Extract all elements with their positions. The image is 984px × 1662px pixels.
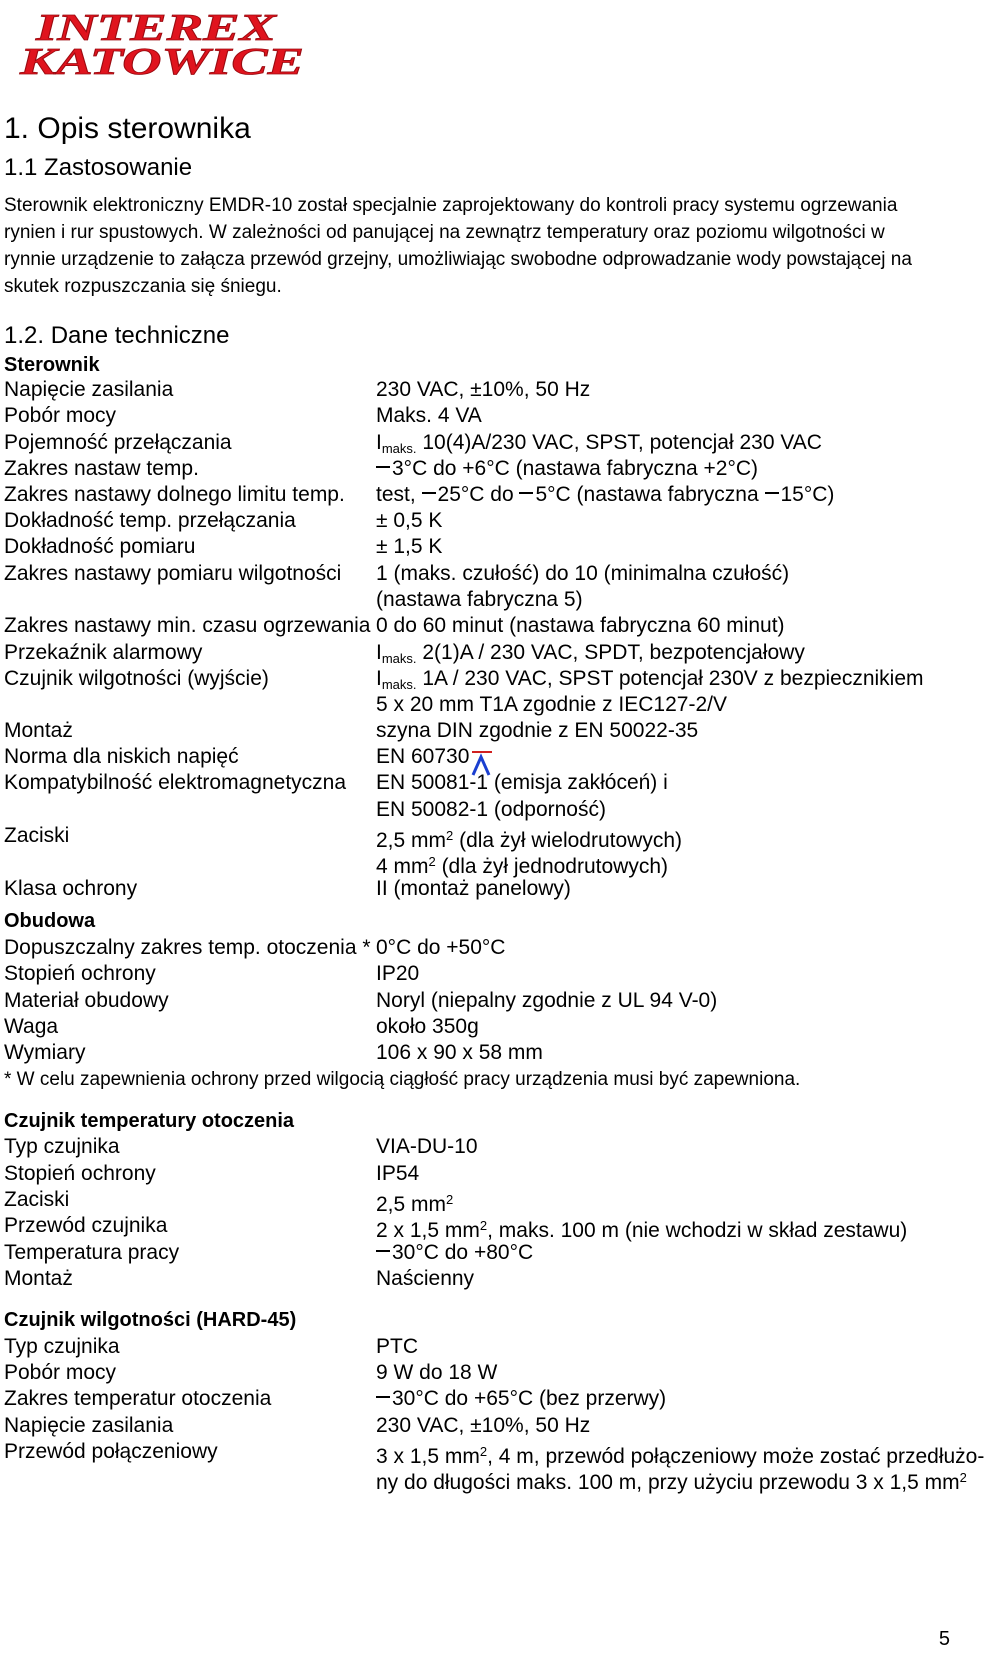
spec-row <box>4 403 954 429</box>
spec-row <box>4 430 954 456</box>
spec-label: Przekaźnik alarmowy <box>4 641 203 664</box>
spec-value-continuation: ny do długości maks. 100 m, przy użyciu przewodu 3 x 1,5 $mm^2$ <box>376 1470 967 1494</box>
page-number: 5 <box>938 1628 950 1650</box>
spec-value: 0°C do +50°C <box>376 936 506 959</box>
spec-label: Dopuszczalny zakres temp. otoczenia * <box>4 936 371 959</box>
spec-label: Typ czujnika <box>4 1135 120 1158</box>
spec-label: Temperatura pracy <box>4 1241 180 1264</box>
spec-label: Materiał obudowy <box>4 989 169 1012</box>
spec-value: ± 0,5 K <box>376 509 443 532</box>
heading-opis-sterownika: 1. Opis sterownika <box>4 112 251 145</box>
spec-value: $I_{maks.}$ 1A / 230 VAC, SPST potencjał 230V z bezpiecznikiem <box>376 667 924 692</box>
minus-sign <box>376 1396 390 1398</box>
spec-row <box>4 561 954 587</box>
spec-label: Montaż <box>4 719 73 742</box>
spec-value: 2,5 $mm^2$ <box>376 1192 454 1216</box>
heading-zastosowanie: 1.1 Zastosowanie <box>4 154 193 181</box>
spec-label: Dokładność temp. przełączania <box>4 509 296 532</box>
spec-value: ± 1,5 K <box>376 535 443 558</box>
spec-value: 3 x 1,5 $mm^2$, 4 m, przewód połączeniowy może zostać przedłużo- <box>376 1444 984 1468</box>
spec-label: Przewód połączeniowy <box>4 1440 218 1463</box>
spec-row <box>4 640 954 666</box>
logo-line1: INTEREX <box>34 7 279 49</box>
spec-label: Przewód czujnika <box>4 1214 168 1237</box>
minus-sign <box>422 492 436 494</box>
minus-sign <box>765 492 779 494</box>
spec-label: Waga <box>4 1015 59 1038</box>
spec-value: 1 (maks. czułość) do 10 (minimalna czułość) <box>376 562 790 585</box>
spec-value: 106 x 90 x 58 mm <box>376 1041 543 1064</box>
paragraph-line: rynnie urządzenie to załącza przewód grzejny, umożliwiając swobodne odprowadzanie wody powstającej na <box>4 249 912 270</box>
spec-value-continuation: EN 50082-1 (odporność) <box>376 798 606 821</box>
spec-label: Czujnik wilgotności (wyjście) <box>4 667 269 690</box>
spec-value: 0 do 60 minut (nastawa fabryczna 60 minut) <box>376 614 785 637</box>
spec-row <box>4 1040 954 1066</box>
spec-value: EN 60730 <box>376 745 470 768</box>
spec-row <box>4 876 954 902</box>
spec-row <box>4 1161 954 1187</box>
spec-value: szyna DIN zgodnie z EN 50022-35 <box>376 719 699 742</box>
spec-value: około 350g <box>376 1015 479 1038</box>
spec-row <box>4 508 954 534</box>
spec-value: 2,5 $mm^2$ (dla żył wielodrutowych) <box>376 828 682 852</box>
section-czujnik-temperatury-title: Czujnik temperatury otoczenia <box>4 1110 295 1132</box>
spec-row <box>4 1386 954 1412</box>
interex-katowice-logo <box>18 7 308 83</box>
spec-row <box>4 935 954 961</box>
spec-label: Pobór mocy <box>4 1361 117 1384</box>
spec-label: Norma dla niskich napięć <box>4 745 239 768</box>
spec-label: Klasa ochrony <box>4 877 138 900</box>
minus-sign <box>376 466 390 468</box>
spec-row <box>4 1266 954 1292</box>
paragraph-line: skutek rozpuszczania się śniegu. <box>4 276 282 297</box>
spec-value: 230 VAC, ±10%, 50 Hz <box>376 378 591 401</box>
spec-row <box>4 456 954 482</box>
spec-value: 9 W do 18 W <box>376 1361 498 1384</box>
spec-value: 30°C do +65°C (bez przerwy) <box>376 1386 666 1412</box>
spec-value: IP20 <box>376 962 420 985</box>
spec-row <box>4 1360 954 1386</box>
logo-line2: KATOWICE <box>18 41 305 83</box>
spec-value: $I_{maks.}$ 10(4)A/230 VAC, SPST, potencjał 230 VAC <box>376 431 822 456</box>
spec-value: Maks. 4 VA <box>376 404 482 427</box>
spec-row <box>4 534 954 560</box>
spec-label: Wymiary <box>4 1041 86 1064</box>
spec-label: Zakres nastawy pomiaru wilgotności <box>4 562 342 585</box>
minus-sign <box>376 1250 390 1252</box>
spec-value: IP54 <box>376 1162 420 1185</box>
zastosowanie-paragraph <box>4 192 949 300</box>
spec-label: Zakres nastawy min. czasu ogrzewania <box>4 614 371 637</box>
spec-value-continuation: 4 $mm^2$ (dla żył jednodrutowych) <box>376 854 669 878</box>
spec-row <box>4 1134 954 1160</box>
spec-value: 3°C do +6°C (nastawa fabryczna +2°C) <box>376 456 758 482</box>
spec-row <box>4 613 954 639</box>
spec-label: Stopień ochrony <box>4 962 156 985</box>
footnote: * W celu zapewnienia ochrony przed wilgocią ciągłość pracy urządzenia musi być zapewniona. <box>4 1069 801 1090</box>
spec-label: Zaciski <box>4 824 70 847</box>
spec-row <box>4 823 954 852</box>
spec-label: Stopień ochrony <box>4 1162 156 1185</box>
spec-label: Pojemność przełączania <box>4 431 232 454</box>
spec-row <box>4 744 954 770</box>
spec-label: Zaciski <box>4 1188 70 1211</box>
spec-value: 2 x 1,5 $mm^2$, maks. 100 m (nie wchodzi w skład zestawu) <box>376 1218 908 1242</box>
spec-value-continuation: 5 x 20 mm T1A zgodnie z IEC127-2/V <box>376 693 727 716</box>
spec-row <box>4 718 954 744</box>
spec-value: Naścienny <box>376 1267 475 1290</box>
spec-label: Zakres nastawy dolnego limitu temp. <box>4 483 345 506</box>
spec-value: 230 VAC, ±10%, 50 Hz <box>376 1414 591 1437</box>
heading-dane-techniczne: 1.2. Dane techniczne <box>4 322 230 349</box>
section-czujnik-wilgotnosci-title: Czujnik wilgotności (HARD-45) <box>4 1309 297 1331</box>
spec-value: 30°C do +80°C <box>376 1240 533 1266</box>
spec-value: EN 50081-1 (emisja zakłóceń) i <box>376 771 668 794</box>
spec-row <box>4 482 954 508</box>
spec-row <box>4 1334 954 1360</box>
spec-label: Kompatybilność elektromagnetyczna <box>4 771 347 794</box>
spec-label: Zakres temperatur otoczenia <box>4 1387 272 1410</box>
spec-value-continuation: (nastawa fabryczna 5) <box>376 588 583 611</box>
section-obudowa-title: Obudowa <box>4 910 96 932</box>
spec-label: Dokładność pomiaru <box>4 535 196 558</box>
spec-label: Montaż <box>4 1267 73 1290</box>
minus-sign <box>519 492 533 494</box>
spec-row <box>4 988 954 1014</box>
spec-row <box>4 961 954 987</box>
paragraph-line: Sterownik elektroniczny EMDR-10 został specjalnie zaprojektowany do kontroli pracy systemu ogrzewania <box>4 195 898 216</box>
spec-row <box>4 1187 954 1216</box>
spec-value: VIA-DU-10 <box>376 1135 478 1158</box>
spec-label: Napięcie zasilania <box>4 378 174 401</box>
spec-row <box>4 1413 954 1439</box>
spec-label: Zakres nastaw temp. <box>4 457 199 480</box>
spec-row <box>4 1213 954 1242</box>
spec-label: Pobór mocy <box>4 404 117 427</box>
spec-row <box>4 1439 984 1468</box>
section-sterownik-title: Sterownik <box>4 354 100 376</box>
spec-row <box>4 1240 954 1266</box>
spec-row <box>4 377 954 403</box>
spec-row <box>4 666 954 692</box>
spec-value: II (montaż panelowy) <box>376 877 571 900</box>
spec-label: Napięcie zasilania <box>4 1414 174 1437</box>
spec-value: Noryl (niepalny zgodnie z UL 94 V-0) <box>376 989 718 1012</box>
spec-value: $I_{maks.}$ 2(1)A / 230 VAC, SPDT, bezpotencjałowy <box>376 641 805 666</box>
spec-row <box>4 770 954 796</box>
spec-value: test, 25°C do 5°C (nastawa fabryczna 15°C) <box>376 483 835 506</box>
spec-value: PTC <box>376 1335 418 1358</box>
spec-label: Typ czujnika <box>4 1335 120 1358</box>
spec-row <box>4 1014 954 1040</box>
paragraph-line: rynien i rur spustowych. W zależności od panującej na zewnątrz temperatury oraz poziomu wilgotności w <box>4 222 885 243</box>
